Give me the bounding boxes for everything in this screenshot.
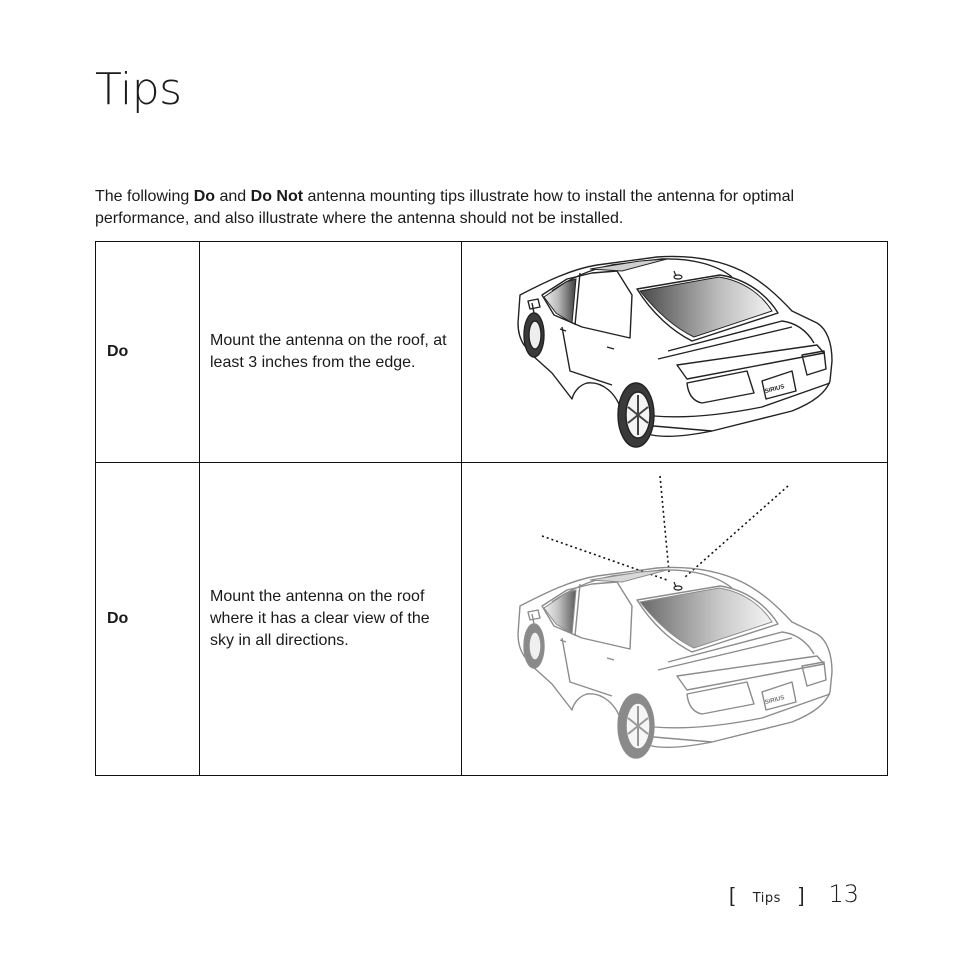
antenna-icon [674, 271, 682, 279]
page-title: Tips [95, 64, 182, 115]
front-wheel [524, 313, 544, 357]
page-footer [729, 880, 859, 908]
car-antenna-clear-sky-illustration [462, 464, 886, 774]
tip-label: Do [96, 463, 200, 776]
tip-description: Mount the antenna on the roof, at least 3 inches from the edge. [200, 242, 462, 463]
footer-section-bracket-close: ] [798, 885, 805, 907]
page-number: 13 [828, 880, 859, 908]
intro-text-2: and [215, 188, 251, 205]
antenna-icon [674, 582, 682, 590]
footer-section-bracket-open: [ [729, 885, 735, 907]
tip-row [96, 242, 888, 463]
footer-section-label: Tips [752, 891, 781, 906]
side-window-glass [544, 590, 576, 634]
tip-illustration-cell [462, 242, 888, 463]
intro-bold-do: Do [193, 188, 216, 205]
tips-table [95, 241, 888, 776]
rear-wheel [618, 383, 654, 447]
tip-row [96, 463, 888, 776]
side-window-glass [544, 279, 576, 323]
intro-bold-do-not: Do Not [250, 188, 304, 205]
tip-description: Mount the antenna on the roof where it has a clear view of the sky in all directions. [200, 463, 462, 776]
car-badge: SIRIUS [764, 384, 786, 396]
rear-window-glass [640, 588, 772, 648]
intro-text-3: antenna mounting tips illustrate how to install the antenna for optimal performance, and also illustrate where the antenna should not be installed. [95, 188, 795, 227]
rear-wheel [618, 694, 654, 758]
tip-illustration-cell [462, 463, 888, 776]
sky-view-lines [542, 476, 788, 580]
car-badge: SIRIUS [764, 695, 786, 707]
rear-window-glass [640, 277, 772, 337]
intro-text-1: The following [95, 188, 194, 205]
front-wheel [524, 624, 544, 668]
intro-paragraph [95, 186, 865, 230]
car-antenna-on-roof-illustration [462, 243, 886, 461]
tip-label: Do [96, 242, 200, 463]
